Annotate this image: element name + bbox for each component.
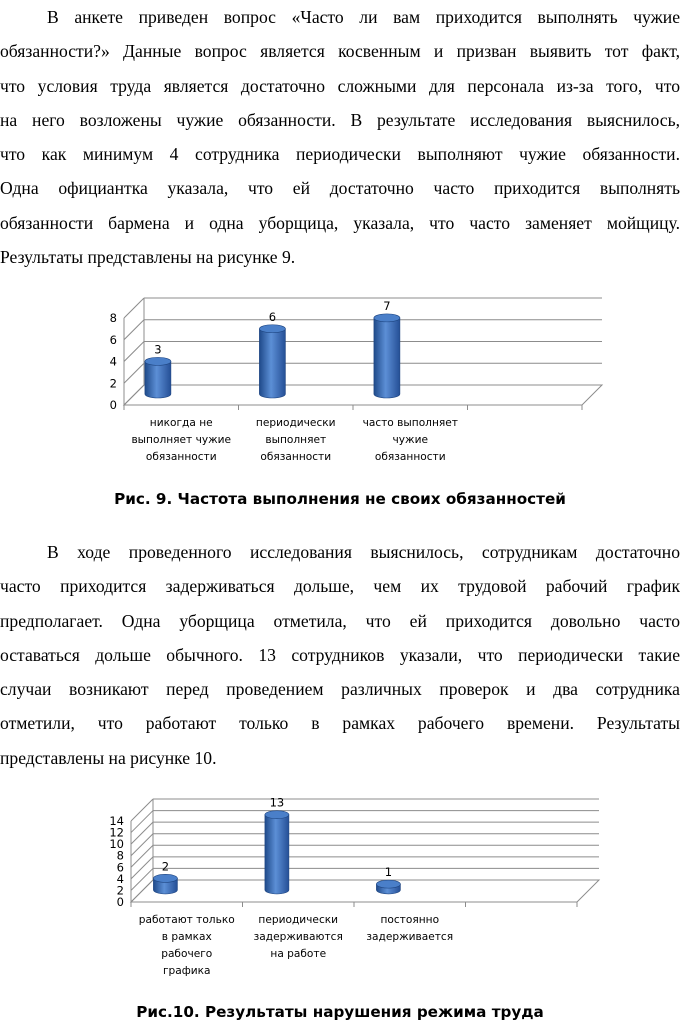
paragraph-line: отметили, что работают только в рамках рабочего времени. Результаты — [0, 713, 680, 734]
paragraph-line: обязанности?» Данные вопрос является косвенным и призван выявить тот факт, — [0, 41, 680, 62]
gridline-side — [124, 342, 144, 362]
paragraph-line: оставаться дольше обычного. 13 сотрудников указали, что периодически такие — [0, 644, 680, 665]
paragraph-line: предполагает. Одна уборщица отметила, что ей приходится довольно часто — [0, 610, 680, 631]
data-label: 7 — [383, 298, 391, 313]
category-label: обязанности — [145, 451, 217, 463]
category-label: рабочего — [161, 948, 213, 960]
bar-top — [145, 357, 171, 365]
category-label: никогда не — [149, 417, 213, 429]
chart-task-frequency — [0, 290, 680, 465]
bar — [376, 880, 400, 894]
chart-floor — [124, 385, 602, 405]
data-label: 2 — [161, 859, 170, 874]
paragraph-2 — [0, 535, 680, 775]
y-tick-label: 2 — [116, 883, 124, 898]
paragraph-line: что как минимум 4 сотрудника периодически выполняют чужие обязанности. — [0, 144, 680, 165]
paragraph-line: часто приходится задерживаться дольше, чем их трудовой рабочий график — [0, 576, 680, 597]
y-tick-label: 4 — [116, 871, 124, 886]
gridline-side — [124, 320, 144, 340]
category-label: часто выполняет — [362, 417, 458, 429]
bar-body — [265, 815, 289, 894]
y-tick-label: 0 — [109, 398, 117, 412]
bar-top — [376, 880, 400, 888]
bar — [259, 325, 285, 398]
category-label: выполняет — [265, 434, 327, 446]
category-label: чужие — [392, 434, 428, 446]
data-label: 1 — [384, 865, 393, 880]
y-tick-label: 12 — [109, 825, 124, 840]
y-tick-label: 6 — [109, 332, 117, 347]
chart-work-regime — [0, 795, 680, 985]
bar — [374, 314, 400, 398]
y-tick-label: 0 — [116, 895, 124, 909]
category-label: задерживается — [366, 931, 454, 943]
figure-10-caption: Рис.10. Результаты нарушения режима труда — [136, 1003, 544, 1021]
bar-top — [153, 874, 177, 882]
gridline-side — [131, 811, 153, 833]
category-label: обязанности — [260, 451, 332, 463]
y-tick-label: 14 — [109, 814, 124, 828]
gridline-side — [131, 857, 153, 879]
bar-top — [265, 811, 289, 819]
paragraph-line: случаи возникают перед проведением различных проверок и два сотрудника — [0, 679, 680, 700]
bar — [145, 357, 171, 398]
y-tick-label: 8 — [116, 848, 124, 863]
y-tick-label: 2 — [109, 376, 117, 391]
category-label: графика — [162, 965, 211, 977]
gridline-side — [131, 834, 153, 856]
gridline-side — [131, 799, 153, 821]
y-tick-label: 6 — [116, 860, 124, 875]
data-label: 13 — [269, 795, 285, 810]
data-label: 6 — [268, 309, 277, 324]
paragraph-line: представлены на рисунке 10. — [0, 747, 217, 768]
category-label: постоянно — [380, 914, 440, 926]
y-tick-label: 10 — [109, 837, 124, 852]
bar-body — [374, 318, 400, 398]
figure-9-caption: Рис. 9. Частота выполнения не своих обязанностей — [114, 490, 566, 508]
paragraph-line: Результаты представлены на рисунке 9. — [0, 247, 296, 268]
gridline-side — [131, 845, 153, 867]
y-tick-label: 8 — [109, 311, 117, 325]
data-label: 3 — [154, 342, 162, 357]
bar — [265, 811, 289, 894]
paragraph-line: В ходе проведенного исследования выяснилось, сотрудникам достаточно — [47, 542, 680, 562]
bar-top — [374, 314, 400, 322]
gridline-side — [131, 822, 153, 844]
gridline-side — [124, 363, 144, 383]
paragraph-line: обязанности бармена и одна уборщица, указала, что часто заменяет мойщицу. — [0, 212, 680, 233]
y-tick-label: 4 — [109, 354, 117, 369]
category-label: периодически — [258, 914, 339, 926]
paragraph-line: что условия труда является достаточно сложными для персонала из-за того, что — [0, 75, 680, 96]
paragraph-line: на него возложены чужие обязанности. В результате исследования выяснилось, — [0, 109, 680, 130]
category-label: работают только — [138, 914, 235, 926]
category-label: на работе — [270, 948, 327, 960]
paragraph-line: Одна официантка указала, что ей достаточно часто приходится выполнять — [0, 178, 680, 199]
gridline-side — [124, 298, 144, 318]
category-label: обязанности — [374, 451, 446, 463]
category-label: в рамках — [161, 931, 212, 943]
bar-top — [259, 325, 285, 333]
paragraph-line: В анкете приведен вопрос «Часто ли вам приходится выполнять чужие — [47, 7, 680, 27]
category-label: задерживаются — [253, 931, 343, 943]
bar-body — [145, 361, 171, 398]
bar-body — [259, 329, 285, 398]
paragraph-1 — [0, 0, 680, 274]
bar — [153, 874, 177, 894]
category-label: периодически — [255, 417, 336, 429]
chart-floor — [131, 880, 599, 902]
category-label: выполняет чужие — [131, 434, 232, 446]
gridline-side — [131, 868, 153, 890]
